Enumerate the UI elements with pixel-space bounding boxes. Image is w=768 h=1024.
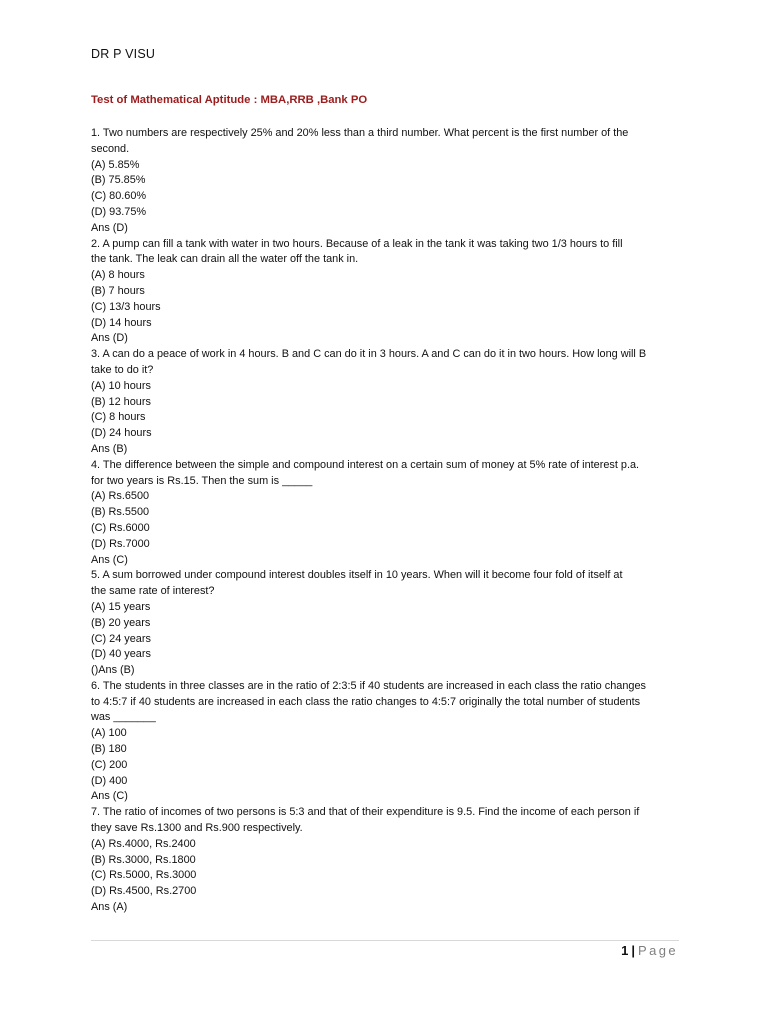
answer-option: (C) 200 (91, 758, 128, 771)
answer-option: (C) 8 hours (91, 411, 146, 424)
answer-key: Ans (A) (91, 901, 128, 914)
answer-option: (C) Rs.6000 (91, 521, 150, 534)
question-text: 6. The students in three classes are in the ratio of 2:3:5 if 40 students are increased in each class the ratio changes (91, 679, 646, 692)
answer-option: (D) Rs.4500, Rs.2700 (91, 885, 197, 898)
question-text: for two years is Rs.15. Then the sum is _____ (91, 474, 313, 487)
question-list (91, 126, 681, 916)
answer-option: (A) 15 years (91, 600, 151, 613)
question-text: 7. The ratio of incomes of two persons is 5:3 and that of their expenditure is 9.5. Find the income of each person if (91, 806, 640, 819)
answer-option: (C) Rs.5000, Rs.3000 (91, 869, 197, 882)
answer-key: Ans (D) (91, 332, 128, 345)
answer-option: (B) 7 hours (91, 284, 145, 297)
question-text: was _______ (91, 711, 156, 724)
answer-option: (D) 24 hours (91, 427, 152, 440)
answer-option: (D) 40 years (91, 648, 151, 661)
answer-key: Ans (D) (91, 221, 128, 234)
question-text: the same rate of interest? (91, 585, 215, 598)
answer-option: (C) 24 years (91, 632, 151, 645)
question-block (91, 679, 681, 805)
question-text: second. (91, 142, 130, 155)
answer-key: Ans (B) (91, 442, 128, 455)
answer-option: (B) Rs.3000, Rs.1800 (91, 853, 196, 866)
question-text: 5. A sum borrowed under compound interest doubles itself in 10 years. When will it become four fold of itself at (91, 569, 623, 582)
answer-option: (B) Rs.5500 (91, 506, 150, 519)
page-label: Page (638, 943, 678, 958)
question-text: they save Rs.1300 and Rs.900 respectively. (91, 822, 303, 835)
answer-key: ()Ans (B) (91, 664, 135, 677)
answer-option: (A) 5.85% (91, 158, 140, 171)
answer-option: (C) 80.60% (91, 190, 147, 203)
question-text: 3. A can do a peace of work in 4 hours. B and C can do it in 3 hours. A and C can do it in two hours. How long will B (91, 348, 647, 361)
answer-option: (B) 75.85% (91, 174, 146, 187)
answer-key: Ans (C) (91, 790, 128, 803)
answer-option: (A) 10 hours (91, 379, 151, 392)
question-text: 1. Two numbers are respectively 25% and 20% less than a third number. What percent is the first number of the (91, 127, 629, 139)
footer-divider (91, 940, 679, 941)
page-header-author: DR P VISU (91, 47, 156, 61)
answer-option: (A) Rs.6500 (91, 490, 150, 503)
document-title: Test of Mathematical Aptitude : MBA,RRB ,Bank PO (91, 94, 368, 106)
answer-option: (A) 100 (91, 727, 127, 740)
page-number: 1 (621, 943, 629, 958)
question-block (91, 805, 681, 916)
question-block (91, 126, 681, 237)
question-text: 2. A pump can fill a tank with water in two hours. Because of a leak in the tank it was taking two 1/3 hours to fill (91, 237, 623, 250)
answer-option: (A) Rs.4000, Rs.2400 (91, 837, 196, 850)
answer-option: (D) Rs.7000 (91, 537, 150, 550)
question-block (91, 458, 681, 569)
question-text: to 4:5:7 if 40 students are increased in each class the ratio changes to 4:5:7 originally the total number of students (91, 695, 641, 708)
answer-option: (A) 8 hours (91, 269, 145, 282)
answer-option: (C) 13/3 hours (91, 300, 161, 313)
footer-separator: | (631, 943, 636, 958)
answer-option: (B) 20 years (91, 616, 151, 629)
question-block (91, 568, 681, 679)
question-block (91, 347, 681, 458)
question-text: 4. The difference between the simple and compound interest on a certain sum of money at 5% rate of interest p.a. (91, 458, 640, 471)
question-text: take to do it? (91, 363, 154, 376)
answer-option: (D) 400 (91, 774, 128, 787)
answer-option: (D) 14 hours (91, 316, 152, 329)
page-footer (621, 943, 678, 958)
answer-option: (D) 93.75% (91, 205, 147, 218)
question-block (91, 237, 681, 348)
answer-key: Ans (C) (91, 553, 128, 566)
question-text: the tank. The leak can drain all the water off the tank in. (91, 253, 359, 266)
answer-option: (B) 12 hours (91, 395, 151, 408)
answer-option: (B) 180 (91, 743, 127, 756)
